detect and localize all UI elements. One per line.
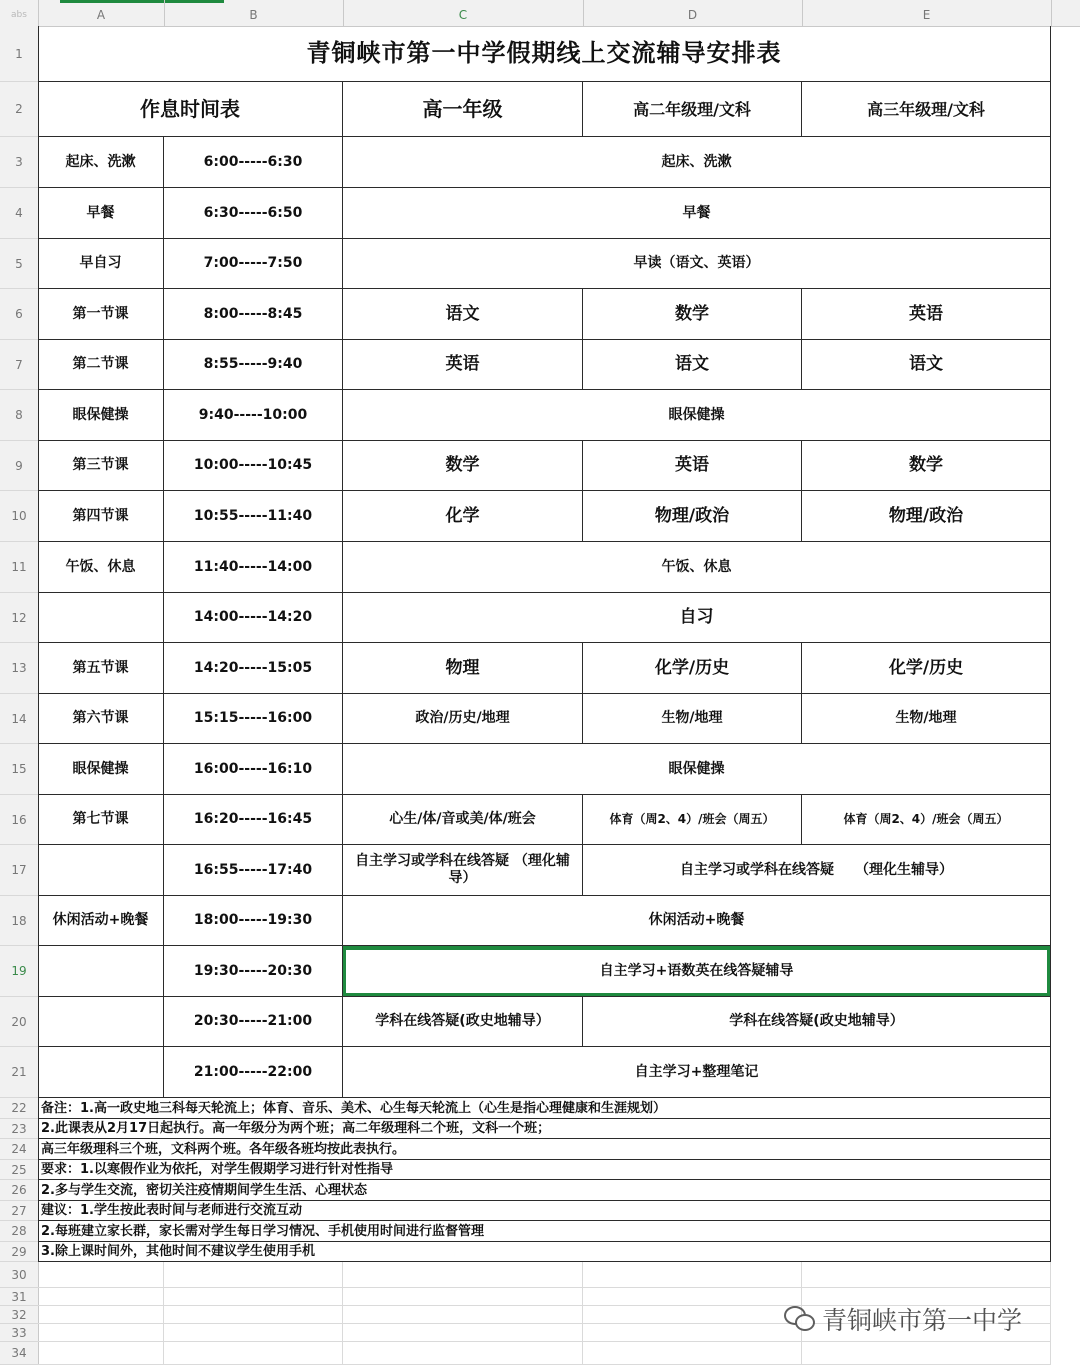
time-cell[interactable]: 19:30-----20:30: [164, 946, 343, 997]
grade1-cell[interactable]: 政治/历史/地理: [343, 694, 583, 744]
grade3-cell[interactable]: 英语: [802, 289, 1051, 340]
time-cell[interactable]: 11:40-----14:00: [164, 542, 343, 593]
period-name-cell[interactable]: 休闲活动+晚餐: [38, 896, 164, 946]
row-number-19[interactable]: 19: [0, 946, 38, 997]
grade1-cell[interactable]: 心生/体/音或美/体/班会: [343, 795, 583, 845]
empty-cell[interactable]: [583, 1342, 802, 1365]
grade3-cell[interactable]: 物理/政治: [802, 491, 1051, 542]
merged-activity-cell[interactable]: 自主学习+整理笔记: [343, 1047, 1051, 1098]
row-number-2[interactable]: 2: [0, 82, 38, 137]
empty-cell[interactable]: [343, 1342, 583, 1365]
spreadsheet-grid[interactable]: [38, 26, 1080, 1365]
column-header-d[interactable]: D: [583, 0, 803, 26]
row-number-26[interactable]: 26: [0, 1180, 38, 1201]
note-row[interactable]: 2.此课表从2月17日起执行。高一年级分为两个班；高二年级理科二个班，文科一个班；: [38, 1119, 1051, 1139]
row-number-24[interactable]: 24: [0, 1139, 38, 1160]
row-header-bar: [0, 26, 39, 1365]
row-number-16[interactable]: 16: [0, 795, 38, 845]
grade1-cell[interactable]: 英语: [343, 340, 583, 390]
merged-activity-cell[interactable]: 午饭、休息: [343, 542, 1051, 593]
row-number-34[interactable]: 34: [0, 1342, 38, 1365]
period-name-cell[interactable]: 第一节课: [38, 289, 164, 340]
row-number-7[interactable]: 7: [0, 340, 38, 390]
grade2-3-merged-cell[interactable]: 自主学习或学科在线答疑 （理化生辅导）: [583, 845, 1051, 896]
grade1-cell[interactable]: 语文: [343, 289, 583, 340]
empty-cell[interactable]: [343, 1288, 583, 1306]
watermark-text: 青铜峡市第一中学: [822, 1306, 1023, 1335]
row-number-30[interactable]: 30: [0, 1262, 38, 1288]
empty-cell[interactable]: [583, 1306, 802, 1324]
empty-cell[interactable]: [164, 1306, 343, 1324]
grade3-cell[interactable]: 数学: [802, 441, 1051, 491]
row-number-28[interactable]: 28: [0, 1221, 38, 1242]
row-number-33[interactable]: 33: [0, 1324, 38, 1342]
period-name-cell[interactable]: [38, 997, 164, 1047]
row-number-6[interactable]: 6: [0, 289, 38, 340]
grade3-cell[interactable]: 语文: [802, 340, 1051, 390]
row-number-14[interactable]: 14: [0, 694, 38, 744]
grade3-cell[interactable]: 生物/地理: [802, 694, 1051, 744]
time-cell[interactable]: 21:00-----22:00: [164, 1047, 343, 1098]
empty-cell[interactable]: [38, 1324, 164, 1342]
period-name-cell[interactable]: 起床、洗漱: [38, 137, 164, 188]
row-number-1[interactable]: 1: [0, 26, 38, 82]
row-number-15[interactable]: 15: [0, 744, 38, 795]
column-header-b[interactable]: B: [164, 0, 344, 26]
empty-cell[interactable]: [164, 1342, 343, 1365]
period-name-cell[interactable]: [38, 593, 164, 643]
header-grade2[interactable]: 高二年级理/文科: [583, 82, 802, 137]
period-name-cell[interactable]: 午饭、休息: [38, 542, 164, 593]
row-number-12[interactable]: 12: [0, 593, 38, 643]
row-number-25[interactable]: 25: [0, 1160, 38, 1180]
period-name-cell[interactable]: 眼保健操: [38, 390, 164, 441]
merged-activity-cell[interactable]: 眼保健操: [343, 390, 1051, 441]
empty-cell[interactable]: [343, 1306, 583, 1324]
grade2-cell[interactable]: 物理/政治: [583, 491, 802, 542]
header-schedule[interactable]: 作息时间表: [38, 82, 343, 137]
grade3-cell[interactable]: 体育（周2、4）/班会（周五）: [802, 795, 1051, 845]
row-number-31[interactable]: 31: [0, 1288, 38, 1306]
grade2-cell[interactable]: 数学: [583, 289, 802, 340]
wechat-icon: [784, 1306, 814, 1332]
time-cell[interactable]: 8:55-----9:40: [164, 340, 343, 390]
empty-cell[interactable]: [38, 1306, 164, 1324]
empty-cell[interactable]: [164, 1288, 343, 1306]
grade2-cell[interactable]: 生物/地理: [583, 694, 802, 744]
time-cell[interactable]: 18:00-----19:30: [164, 896, 343, 946]
time-cell[interactable]: 14:00-----14:20: [164, 593, 343, 643]
grade2-cell[interactable]: 化学/历史: [583, 643, 802, 694]
period-name-cell[interactable]: 第七节课: [38, 795, 164, 845]
empty-cell[interactable]: [583, 1262, 802, 1288]
note-row[interactable]: 建议：1.学生按此表时间与老师进行交流互动: [38, 1201, 1051, 1221]
row-number-4[interactable]: 4: [0, 188, 38, 239]
grade3-cell[interactable]: 化学/历史: [802, 643, 1051, 694]
time-cell[interactable]: 8:00-----8:45: [164, 289, 343, 340]
period-name-cell[interactable]: [38, 1047, 164, 1098]
period-name-cell[interactable]: [38, 946, 164, 997]
empty-cell[interactable]: [164, 1262, 343, 1288]
empty-cell[interactable]: [802, 1342, 1051, 1365]
time-cell[interactable]: 15:15-----16:00: [164, 694, 343, 744]
row-number-27[interactable]: 27: [0, 1201, 38, 1221]
row-number-29[interactable]: 29: [0, 1242, 38, 1262]
row-number-11[interactable]: 11: [0, 542, 38, 593]
grade2-cell[interactable]: 英语: [583, 441, 802, 491]
merged-activity-cell[interactable]: 自主学习+语数英在线答疑辅导: [343, 946, 1051, 997]
grade1-cell[interactable]: 学科在线答疑(政史地辅导）: [343, 997, 583, 1047]
note-row[interactable]: 2.每班建立家长群，家长需对学生每日学习情况、手机使用时间进行监督管理: [38, 1221, 1051, 1242]
row-number-17[interactable]: 17: [0, 845, 38, 896]
empty-cell[interactable]: [38, 1342, 164, 1365]
note-row[interactable]: 2.多与学生交流，密切关注疫情期间学生生活、心理状态: [38, 1180, 1051, 1201]
period-name-cell[interactable]: 早餐: [38, 188, 164, 239]
row-number-22[interactable]: 22: [0, 1098, 38, 1119]
period-name-cell[interactable]: 眼保健操: [38, 744, 164, 795]
column-header-e[interactable]: E: [802, 0, 1052, 26]
watermark: [784, 1301, 1022, 1337]
empty-cell[interactable]: [38, 1262, 164, 1288]
period-name-cell[interactable]: 第六节课: [38, 694, 164, 744]
grade2-cell[interactable]: 体育（周2、4）/班会（周五）: [583, 795, 802, 845]
period-name-cell[interactable]: 第二节课: [38, 340, 164, 390]
empty-cell[interactable]: [802, 1262, 1051, 1288]
merged-activity-cell[interactable]: 眼保健操: [343, 744, 1051, 795]
select-all-corner[interactable]: abs: [0, 0, 39, 26]
empty-cell[interactable]: [343, 1324, 583, 1342]
time-cell[interactable]: 10:00-----10:45: [164, 441, 343, 491]
row-number-8[interactable]: 8: [0, 390, 38, 441]
note-row[interactable]: 备注：1.高一政史地三科每天轮流上；体育、音乐、美术、心生每天轮流上（心生是指心理健康和生涯规划）: [38, 1098, 1051, 1119]
empty-cell[interactable]: [164, 1324, 343, 1342]
period-name-cell[interactable]: [38, 845, 164, 896]
period-name-cell[interactable]: 第三节课: [38, 441, 164, 491]
row-number-9[interactable]: 9: [0, 441, 38, 491]
header-grade1[interactable]: 高一年级: [343, 82, 583, 137]
empty-cell[interactable]: [583, 1288, 802, 1306]
row-number-5[interactable]: 5: [0, 239, 38, 289]
row-number-10[interactable]: 10: [0, 491, 38, 542]
time-cell[interactable]: 10:55-----11:40: [164, 491, 343, 542]
row-number-20[interactable]: 20: [0, 997, 38, 1047]
period-name-cell[interactable]: 第四节课: [38, 491, 164, 542]
note-row[interactable]: 3.除上课时间外，其他时间不建议学生使用手机: [38, 1242, 1051, 1262]
merged-activity-cell[interactable]: 早读（语文、英语）: [343, 239, 1051, 289]
time-cell[interactable]: 6:00-----6:30: [164, 137, 343, 188]
merged-activity-cell[interactable]: 起床、洗漱: [343, 137, 1051, 188]
period-name-cell[interactable]: 第五节课: [38, 643, 164, 694]
period-name-cell[interactable]: 早自习: [38, 239, 164, 289]
time-cell[interactable]: 6:30-----6:50: [164, 188, 343, 239]
time-cell[interactable]: 16:00-----16:10: [164, 744, 343, 795]
grade2-3-merged-cell[interactable]: 学科在线答疑(政史地辅导）: [583, 997, 1051, 1047]
row-number-18[interactable]: 18: [0, 896, 38, 946]
grade2-cell[interactable]: 语文: [583, 340, 802, 390]
grade1-cell[interactable]: 物理: [343, 643, 583, 694]
row-number-3[interactable]: 3: [0, 137, 38, 188]
empty-cell[interactable]: [583, 1324, 802, 1342]
grade1-cell[interactable]: 化学: [343, 491, 583, 542]
merged-activity-cell[interactable]: 休闲活动+晚餐: [343, 896, 1051, 946]
grade1-cell[interactable]: 数学: [343, 441, 583, 491]
time-cell[interactable]: 9:40-----10:00: [164, 390, 343, 441]
time-cell[interactable]: 16:55-----17:40: [164, 845, 343, 896]
empty-cell[interactable]: [38, 1288, 164, 1306]
column-header-c[interactable]: C: [343, 0, 584, 26]
note-row[interactable]: 高三年级理科三个班，文科两个班。各年级各班均按此表执行。: [38, 1139, 1051, 1160]
time-cell[interactable]: 16:20-----16:45: [164, 795, 343, 845]
column-header-a[interactable]: A: [38, 0, 165, 26]
row-number-13[interactable]: 13: [0, 643, 38, 694]
row-number-21[interactable]: 21: [0, 1047, 38, 1098]
note-row[interactable]: 要求：1.以寒假作业为依托，对学生假期学习进行针对性指导: [38, 1160, 1051, 1180]
merged-activity-cell[interactable]: 自习: [343, 593, 1051, 643]
empty-cell[interactable]: [343, 1262, 583, 1288]
sheet-title[interactable]: 青铜峡市第一中学假期线上交流辅导安排表: [38, 26, 1051, 82]
time-cell[interactable]: 7:00-----7:50: [164, 239, 343, 289]
row-number-23[interactable]: 23: [0, 1119, 38, 1139]
grade1-cell[interactable]: 自主学习或学科在线答疑 （理化辅导）: [343, 845, 583, 896]
time-cell[interactable]: 20:30-----21:00: [164, 997, 343, 1047]
header-grade3[interactable]: 高三年级理/文科: [802, 82, 1051, 137]
column-header-bar: [0, 0, 1080, 27]
time-cell[interactable]: 14:20-----15:05: [164, 643, 343, 694]
row-number-32[interactable]: 32: [0, 1306, 38, 1324]
merged-activity-cell[interactable]: 早餐: [343, 188, 1051, 239]
